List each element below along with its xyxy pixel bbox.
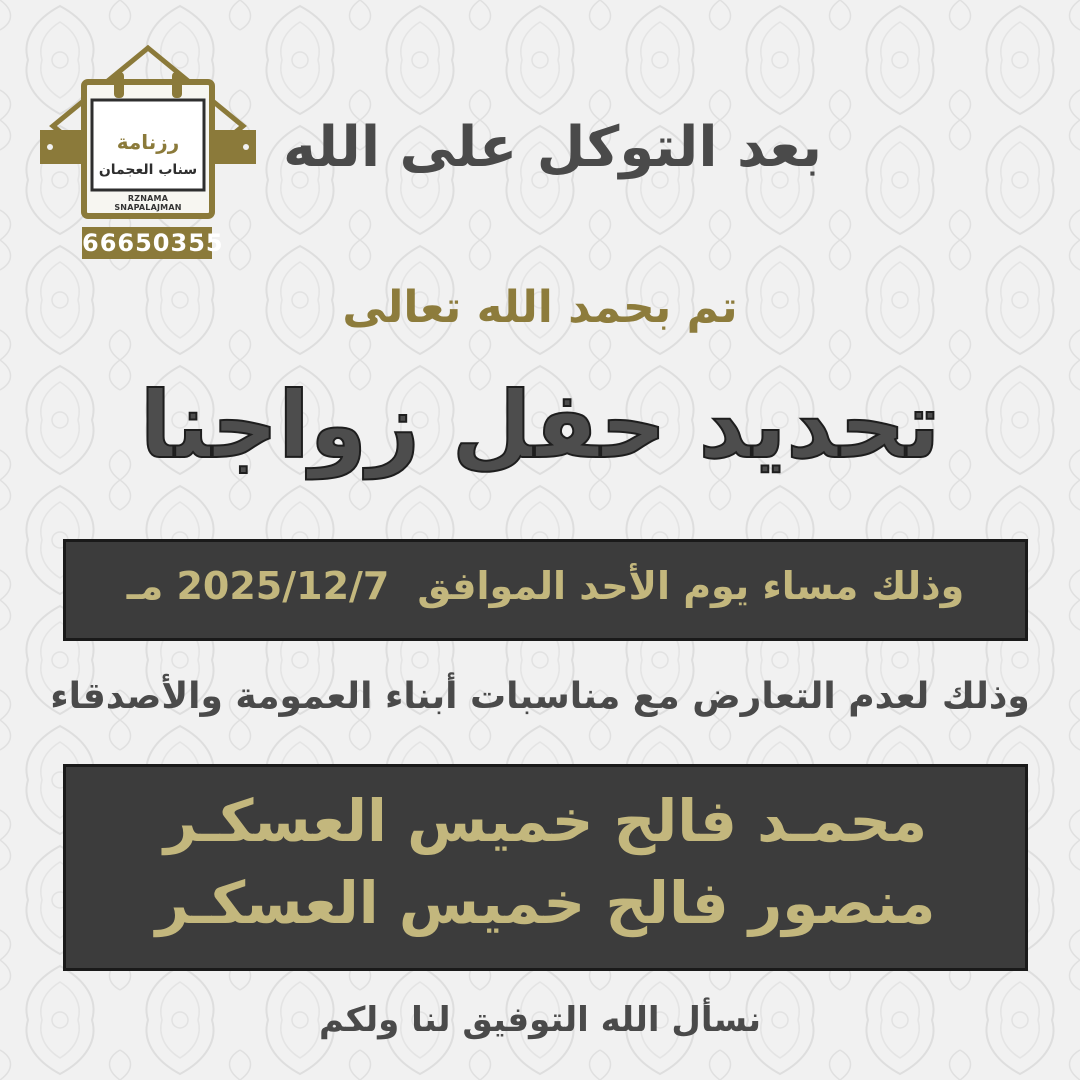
date-banner: [63, 539, 1028, 641]
heading-line-3: تحديد حفل زواجنا: [139, 372, 941, 479]
heading-line-1: بعد التوكل على الله: [282, 115, 822, 180]
logo-phone-number: 66650355: [82, 229, 224, 257]
groom-name-2: منصور فالح خميس العسكـر: [155, 869, 936, 937]
logo-english-text: RZNAMA SNAPALAJMAN: [114, 194, 182, 212]
closing-text: نسأل الله التوفيق لنا ولكم: [318, 1000, 762, 1040]
reason-text: وذلك لعدم التعارض مع مناسبات أبناء العمومة والأصدقاء: [50, 676, 1030, 717]
date-value: 2025/12/7 مـ: [126, 564, 390, 608]
logo-arabic-title: رزنامة: [116, 130, 180, 154]
brand-logo: [38, 44, 258, 262]
date-line: [66, 564, 1025, 608]
heading-line-2: تم بحمد الله تعالى: [342, 282, 738, 333]
date-prefix-text: وذلك مساء يوم الأحد الموافق: [417, 564, 965, 608]
groom-name-1: محمـد فالح خميس العسكـر: [163, 787, 928, 855]
logo-arabic-subtitle: سناب العجمان: [98, 162, 198, 178]
names-banner: [63, 764, 1028, 971]
